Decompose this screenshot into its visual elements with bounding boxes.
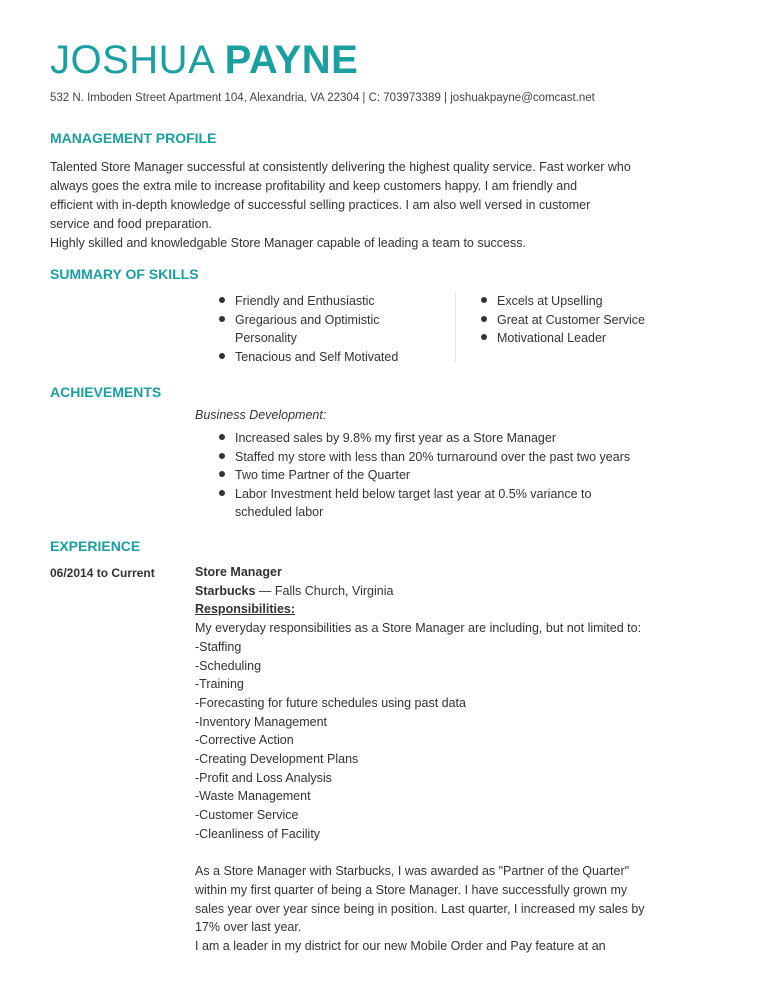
duty-item: -Training — [195, 677, 244, 692]
achievement-item: Labor Investment held below target last year at 0.5% variance to scheduled labor — [217, 485, 625, 522]
paragraph-spacer — [195, 844, 695, 863]
skill-item: Excels at Upselling — [479, 292, 699, 311]
skill-item: Great at Customer Service — [479, 311, 699, 330]
skills-heading: SUMMARY OF SKILLS — [50, 266, 199, 282]
closing-line: within my first quarter of being a Store Manager. I have successfully grown my — [195, 882, 628, 897]
duty-item: -Forecasting for future schedules using past data — [195, 695, 466, 710]
contact-line: 532 N. Imboden Street Apartment 104, Alexandria, VA 22304 | C: 703973389 | joshuakpayne@comcast.net — [50, 92, 595, 104]
skill-item: Tenacious and Self Motivated — [217, 348, 407, 367]
responsibilities-heading: Responsibilities: — [195, 602, 296, 617]
closing-line: 17% over last year. — [195, 920, 302, 935]
profile-text — [50, 158, 700, 253]
duty-item: -Customer Service — [195, 808, 299, 823]
duty-item: -Profit and Loss Analysis — [195, 770, 332, 785]
skill-item: Gregarious and Optimistic Personality — [217, 311, 407, 348]
profile-line: Talented Store Manager successful at consistently delivering the highest quality service. Fast worker who — [50, 160, 631, 174]
skills-list-left — [217, 292, 407, 366]
duty-item: -Staffing — [195, 639, 242, 654]
employer-line — [195, 582, 695, 601]
duty-item: -Inventory Management — [195, 714, 328, 729]
skills-list-right — [479, 292, 699, 348]
achievement-item: Increased sales by 9.8% my first year as a Store Manager — [217, 429, 657, 448]
skill-item: Friendly and Enthusiastic — [217, 292, 407, 311]
responsibilities-intro: My everyday responsibilities as a Store Manager are including, but not limited to: — [195, 621, 642, 636]
duty-item: -Cleanliness of Facility — [195, 826, 321, 841]
skills-column-divider — [455, 292, 456, 362]
profile-line: service and food preparation. — [50, 217, 212, 231]
candidate-name — [50, 36, 358, 84]
job-date-range: 06/2014 to Current — [50, 566, 155, 580]
profile-heading: MANAGEMENT PROFILE — [50, 130, 217, 146]
job-entry — [195, 563, 695, 956]
last-name: PAYNE — [224, 38, 359, 82]
job-title: Store Manager — [195, 565, 282, 579]
profile-line: efficient with in-depth knowledge of successful selling practices. I am also well versed in customer — [50, 198, 591, 212]
skill-item: Motivational Leader — [479, 329, 699, 348]
duty-item: -Corrective Action — [195, 733, 294, 748]
first-name: JOSHUA — [50, 38, 214, 82]
achievements-subtitle: Business Development: — [195, 408, 327, 422]
job-location: — Falls Church, Virginia — [255, 583, 394, 598]
achievement-item: Staffed my store with less than 20% turnaround over the past two years — [217, 448, 657, 467]
company-name: Starbucks — [195, 583, 256, 598]
closing-line: sales year over year since being in position. Last quarter, I increased my sales by — [195, 901, 645, 916]
closing-line: As a Store Manager with Starbucks, I was awarded as "Partner of the Quarter" — [195, 864, 630, 879]
achievements-heading: ACHIEVEMENTS — [50, 384, 162, 400]
profile-line: Highly skilled and knowledgable Store Manager capable of leading a team to success. — [50, 236, 526, 250]
achievements-list — [217, 429, 657, 522]
closing-line: I am a leader in my district for our new Mobile Order and Pay feature at an — [195, 939, 606, 954]
duty-item: -Scheduling — [195, 658, 262, 673]
duty-item: -Creating Development Plans — [195, 752, 359, 767]
experience-heading: EXPERIENCE — [50, 538, 141, 554]
achievement-item: Two time Partner of the Quarter — [217, 466, 657, 485]
duty-item: -Waste Management — [195, 789, 311, 804]
profile-line: always goes the extra mile to increase profitability and keep customers happy. I am friendly and — [50, 179, 578, 193]
